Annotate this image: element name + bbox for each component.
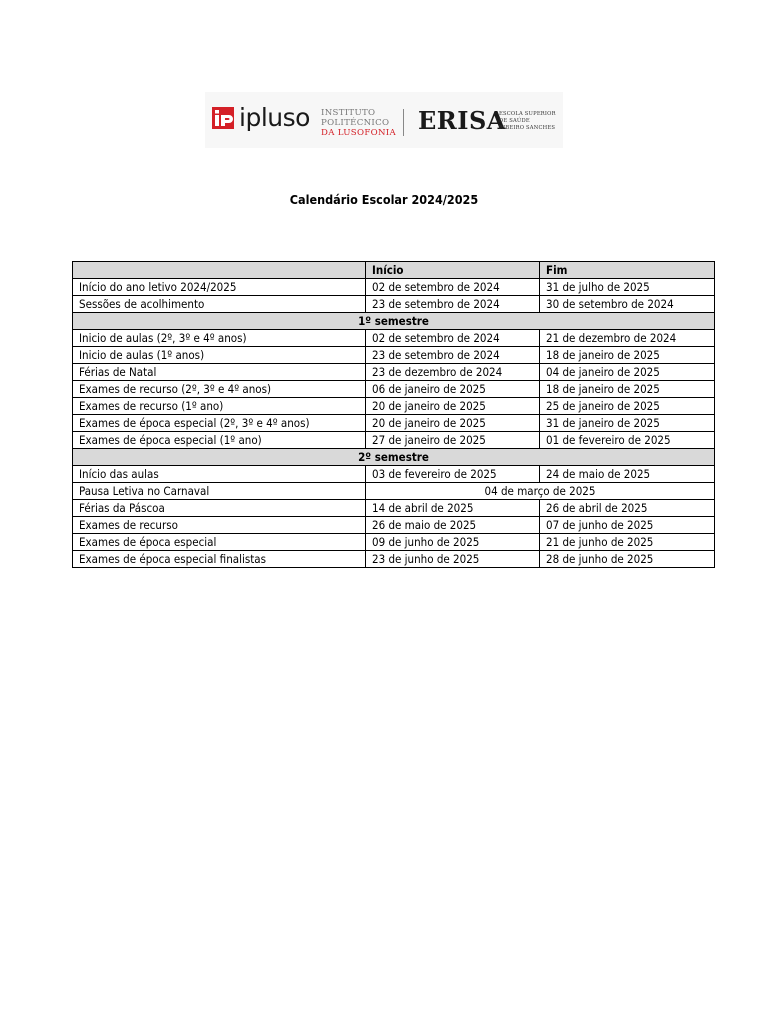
event-cell: Exames de época especial [73,534,366,551]
start-date-cell: 23 de setembro de 2024 [366,347,540,364]
event-cell: Pausa Letiva no Carnaval [73,483,366,500]
end-date-cell: 31 de janeiro de 2025 [540,415,715,432]
section-row-semester-2-label: 2º semestre [73,449,715,466]
start-date-cell: 02 de setembro de 2024 [366,279,540,296]
end-date-cell: 30 de setembro de 2024 [540,296,715,313]
end-date-cell: 28 de junho de 2025 [540,551,715,568]
event-cell: Exames de época especial (2º, 3º e 4º anos) [73,415,366,432]
ipluso-line-3: DA LUSOFONIA [321,128,396,138]
start-date-cell: 14 de abril de 2025 [366,500,540,517]
table-row [73,500,715,517]
start-date-cell: 23 de dezembro de 2024 [366,364,540,381]
event-cell: Início do ano letivo 2024/2025 [73,279,366,296]
table-header-row [73,262,715,279]
end-date-cell: 31 de julho de 2025 [540,279,715,296]
ipluso-institute-name [321,108,396,138]
ipluso-mark-icon [212,107,234,129]
event-cell: Exames de recurso (2º, 3º e 4º anos) [73,381,366,398]
event-cell: Inicio de aulas (2º, 3º e 4º anos) [73,330,366,347]
end-date-cell: 07 de junho de 2025 [540,517,715,534]
page-title: Calendário Escolar 2024/2025 [289,192,479,207]
table-row [73,347,715,364]
table-row [73,364,715,381]
ipluso-line-2: POLITÉCNICO [321,118,390,128]
start-date-cell: 23 de junho de 2025 [366,551,540,568]
end-date-cell: 18 de janeiro de 2025 [540,381,715,398]
section-row-semester-1-label: 1º semestre [73,313,715,330]
erisa-wordmark: ERISA [418,106,506,135]
table-row [73,296,715,313]
calendar-table [72,261,715,568]
table-row [73,381,715,398]
table-row [73,432,715,449]
end-date-cell: 21 de dezembro de 2024 [540,330,715,347]
end-date-cell: 24 de maio de 2025 [540,466,715,483]
event-cell: Exames de recurso (1º ano) [73,398,366,415]
table-row [73,517,715,534]
start-date-cell: 09 de junho de 2025 [366,534,540,551]
ipluso-wordmark: ipluso [239,103,310,132]
table-row [73,415,715,432]
header-cell-start: Início [366,262,540,279]
start-date-cell: 26 de maio de 2025 [366,517,540,534]
section-row-semester-1 [73,313,715,330]
start-date-cell: 27 de janeiro de 2025 [366,432,540,449]
erisa-school-name [499,111,556,132]
event-cell: Exames de recurso [73,517,366,534]
section-row-semester-2 [73,449,715,466]
start-date-cell: 03 de fevereiro de 2025 [366,466,540,483]
event-cell: Sessões de acolhimento [73,296,366,313]
end-date-cell: 25 de janeiro de 2025 [540,398,715,415]
end-date-cell: 04 de janeiro de 2025 [540,364,715,381]
table-row [73,279,715,296]
end-date-cell: 01 de fevereiro de 2025 [540,432,715,449]
erisa-line-1: ESCOLA SUPERIOR [499,111,556,117]
table-row [73,551,715,568]
end-date-cell: 26 de abril de 2025 [540,500,715,517]
event-cell: Exames de época especial finalistas [73,551,366,568]
table-row [73,330,715,347]
logo-divider [403,109,404,136]
calendar-table-body [73,279,715,568]
ipluso-logo [212,105,310,131]
table-row [73,466,715,483]
table-row-carnival [73,483,715,500]
table-row [73,534,715,551]
erisa-line-3: RIBEIRO SANCHES [499,125,556,131]
end-date-cell: 18 de janeiro de 2025 [540,347,715,364]
header-cell-event [73,262,366,279]
table-row [73,398,715,415]
merged-date-cell: 04 de março de 2025 [366,483,715,500]
start-date-cell: 20 de janeiro de 2025 [366,398,540,415]
start-date-cell: 23 de setembro de 2024 [366,296,540,313]
ipluso-line-1: INSTITUTO [321,108,376,118]
event-cell: Início das aulas [73,466,366,483]
event-cell: Férias de Natal [73,364,366,381]
erisa-line-2: DE SAÚDE [499,118,530,124]
event-cell: Férias da Páscoa [73,500,366,517]
header-cell-end: Fim [540,262,715,279]
start-date-cell: 06 de janeiro de 2025 [366,381,540,398]
start-date-cell: 20 de janeiro de 2025 [366,415,540,432]
event-cell: Inicio de aulas (1º anos) [73,347,366,364]
start-date-cell: 02 de setembro de 2024 [366,330,540,347]
end-date-cell: 21 de junho de 2025 [540,534,715,551]
event-cell: Exames de época especial (1º ano) [73,432,366,449]
